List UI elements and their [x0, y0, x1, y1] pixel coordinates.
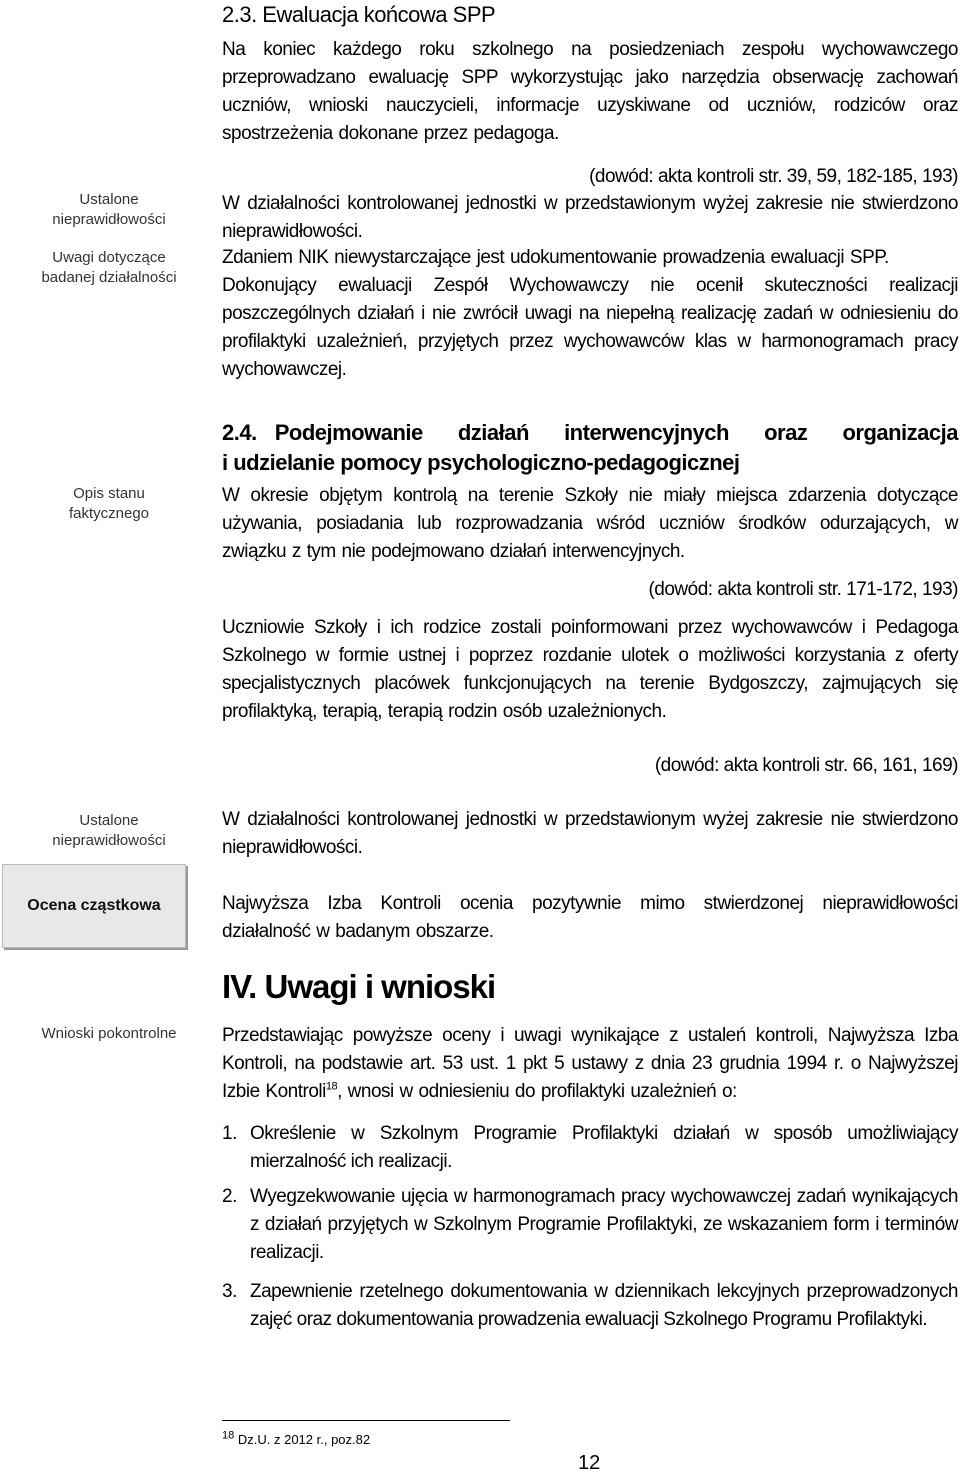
- margin-box-text: Ocena cząstkowa: [27, 897, 161, 914]
- section-2-3-para2: W działalności kontrolowanej jednostki w przedstawionym wyżej zakresie nie stwierdzono nieprawidłowości.: [222, 193, 958, 242]
- evidence-reference: (dowód: akta kontroli str. 39, 59, 182-185, 193): [589, 166, 958, 187]
- list-item: [222, 1120, 958, 1176]
- margin-label-partial-assessment: [2, 864, 186, 948]
- footnote-marker: 18: [222, 1429, 235, 1442]
- section-2-3-heading: 2.3. Ewaluacja końcowa SPP: [222, 2, 496, 27]
- section-2-4-para4: Najwyższa Izba Kontroli ocenia pozytywnie mimo stwierdzonej nieprawidłowości działalność w badanym obszarze.: [222, 893, 958, 942]
- list-item-text: Wyegzekwowanie ujęcia w harmonogramach pracy wychowawczej zadań wynikających z działań przyjętych w Szkolnym Programie Profilaktyki, ze wskazaniem form i terminów realizacji.: [250, 1186, 958, 1263]
- margin-label-facts: Opis stanu faktycznego: [68, 485, 150, 522]
- section-2-4-heading-line2: i udzielanie pomocy psychologiczno-pedagogicznej: [222, 450, 740, 475]
- section-2-3-para3: Zdaniem NIK niewystarczające jest udokumentowanie prowadzenia ewaluacji SPP.: [222, 247, 889, 268]
- list-item-text: Zapewnienie rzetelnego dokumentowania w dziennikach lekcyjnych przeprowadzonych zajęć oraz dokumentowania prowadzenia ewaluacji Szkolnego Programu Profilaktyki.: [250, 1281, 958, 1330]
- section-2-4-para3: W działalności kontrolowanej jednostki w przedstawionym wyżej zakresie nie stwierdzono nieprawidłowości.: [222, 809, 958, 858]
- evidence-reference-3: (dowód: akta kontroli str. 66, 161, 169): [654, 755, 958, 776]
- section-iv-intro: [222, 1022, 958, 1106]
- section-2-4-para2: Uczniowie Szkoły i ich rodzice zostali poinformowani przez wychowawców i Pedagoga Szkolnego w formie ustnej i poprzez rozdanie ulotek o możliwości korzystania z oferty specjalistycznych placówek funkcjonujących na terenie Bydgoszczy, zajmujących się profilaktyką, terapią, terapią rodzin osób uzależnionych.: [222, 617, 958, 722]
- footnote: [222, 1429, 371, 1447]
- margin-label-irregularities: Ustalone nieprawidłowości: [52, 191, 166, 228]
- margin-label-post-audit-conclusions: Wnioski pokontrolne: [41, 1025, 177, 1042]
- list-item-text: Określenie w Szkolnym Programie Profilaktyki działań w sposób umożliwiający mierzalność ich realizacji.: [250, 1123, 958, 1172]
- evidence-reference-2: (dowód: akta kontroli str. 171-172, 193): [648, 579, 958, 600]
- section-2-4-number: 2.4.: [222, 420, 257, 445]
- footnote-ref[interactable]: 18: [325, 1080, 338, 1093]
- list-item: [222, 1278, 958, 1334]
- section-iv-heading: IV. Uwagi i wnioski: [222, 968, 496, 1005]
- list-item-number: 1.: [222, 1123, 237, 1144]
- section-2-3-para4: Dokonujący ewaluacji Zespół Wychowawczy nie ocenił skuteczności realizacji poszczególnych działań i nie zwrócił uwagi na niepełną realizację zadań w odniesieniu do profilaktyki uzależnień, przyjętych przez wychowawców klas w harmonogramach pracy wychowawczej.: [222, 275, 958, 380]
- footnote-text: Dz.U. z 2012 r., poz.82: [234, 1432, 371, 1447]
- margin-label-remarks: Uwagi dotyczące badanej działalności: [41, 249, 177, 286]
- footnote-divider: [222, 1420, 510, 1421]
- section-2-4-para1: W okresie objętym kontrolą na terenie Szkoły nie miały miejsca zdarzenia dotyczące używania, posiadania lub rozprowadzania wśród uczniów środków odurzających, w związku z tym nie podejmowano działań interwencyjnych.: [222, 485, 958, 562]
- list-item: [222, 1183, 958, 1267]
- section-iv-intro-part2: , wnosi w odniesieniu do profilaktyki uzależnień o:: [337, 1081, 737, 1102]
- section-iv-intro-part1: Przedstawiając powyższe oceny i uwagi wynikające z ustaleń kontroli, Najwyższa Izba Kontroli, na podstawie art. 53 ust. 1 pkt 5 ustawy z dnia 23 grudnia 1994 r. o Najwyższej Izbie Kontroli: [222, 1025, 958, 1102]
- page-number: 12: [578, 1452, 601, 1474]
- section-2-4-heading: [222, 418, 958, 478]
- margin-label-irregularities-2: Ustalone nieprawidłowości: [52, 812, 166, 849]
- section-2-4-heading-line1: Podejmowanie działań interwencyjnych oraz organizacja: [274, 420, 958, 445]
- section-2-3-para1: Na koniec każdego roku szkolnego na posiedzeniach zespołu wychowawczego przeprowadzano ewaluację SPP wykorzystując jako narzędzia obserwację zachowań uczniów, wnioski nauczycieli, informacje uzyskiwane od uczniów, rodziców oraz spostrzeżenia dokonane przez pedagoga.: [222, 39, 958, 144]
- list-item-number: 2.: [222, 1186, 237, 1207]
- list-item-number: 3.: [222, 1281, 237, 1302]
